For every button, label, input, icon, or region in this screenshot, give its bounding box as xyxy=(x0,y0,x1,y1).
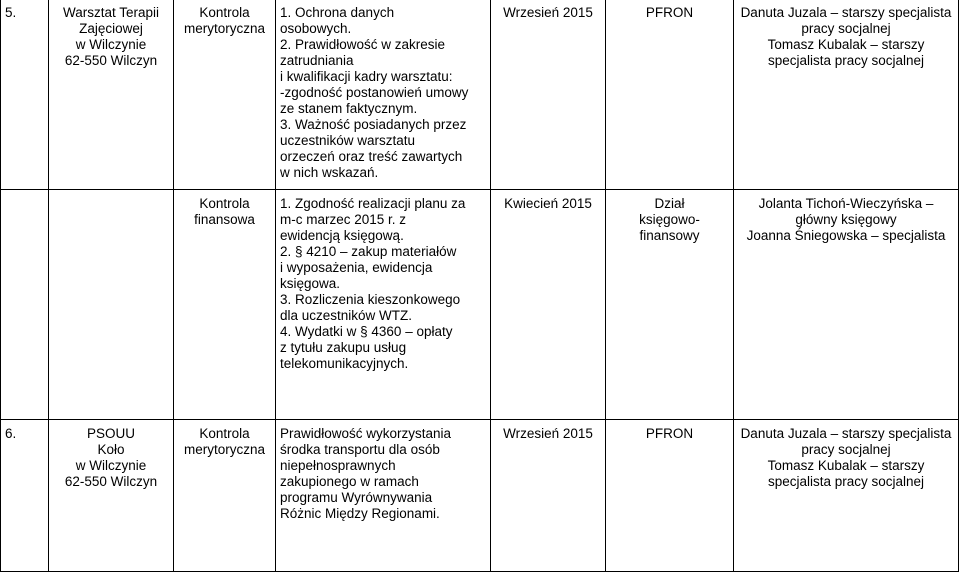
person-line: specjalista pracy socjalnej xyxy=(767,53,925,68)
person-line: Tomasz Kubalak – starszy xyxy=(767,458,925,473)
scope-line: 1. Ochrona danych xyxy=(280,5,395,20)
table-row xyxy=(1,420,959,572)
entity-name-line: 62-550 Wilczyn xyxy=(64,53,158,68)
scope-line: osobowych. xyxy=(280,21,352,36)
control-scope-cell xyxy=(276,190,491,420)
scope-line: Różnic Między Regionami. xyxy=(280,506,440,521)
scope-line: i wyposażenia, ewidencja xyxy=(280,260,433,275)
scope-line: telekomunikacyjnych. xyxy=(280,356,409,371)
person-line: Danuta Juzala – starszy specjalista xyxy=(740,5,952,20)
scope-line: -zgodność postanowień umowy xyxy=(280,85,469,100)
control-date-cell xyxy=(491,420,606,572)
responsible-persons-cell xyxy=(734,420,959,572)
scope-line: m-c marzec 2015 r. z xyxy=(280,212,407,227)
control-type-line: Kontrola xyxy=(199,196,250,211)
scope-line: 3. Rozliczenia kieszonkowego xyxy=(280,292,461,307)
scope-line: zakupionego w ramach xyxy=(280,474,419,489)
scope-line: 2. § 4210 – zakup materiałów xyxy=(280,244,457,259)
scope-line: środka transportu dla osób xyxy=(280,442,440,457)
entity-name-line: PSOUU xyxy=(86,426,135,441)
control-unit-cell xyxy=(606,190,734,420)
scope-line: orzeczeń oraz treść zawartych xyxy=(280,149,463,164)
entity-name-line: 62-550 Wilczyn xyxy=(64,474,158,489)
control-scope-cell xyxy=(276,420,491,572)
person-line: Jolanta Tichoń-Wieczyńska – xyxy=(758,196,934,211)
control-type-line: Kontrola xyxy=(199,5,250,20)
control-unit-cell xyxy=(606,0,734,190)
person-line: pracy socjalnej xyxy=(801,21,891,36)
control-unit-line: księgowo- xyxy=(639,212,700,227)
scope-line: programu Wyrównywania xyxy=(280,490,433,505)
control-date: Kwiecień 2015 xyxy=(504,196,592,211)
row-number-cell xyxy=(1,420,49,572)
entity-name-line: w Wilczynie xyxy=(75,37,147,52)
control-type-line: merytoryczna xyxy=(183,21,266,36)
responsible-persons-cell xyxy=(734,190,959,420)
control-date-cell xyxy=(491,190,606,420)
row-number-cell xyxy=(1,0,49,190)
person-line: Joanna Śniegowska – specjalista xyxy=(746,228,946,243)
control-type-cell xyxy=(174,190,276,420)
scope-line: ze stanem faktycznym. xyxy=(280,101,418,116)
entity-name-line: Koło xyxy=(97,442,125,457)
responsible-persons-cell xyxy=(734,0,959,190)
scope-line: 3. Ważność posiadanych przez xyxy=(280,117,467,132)
scope-line: z tytułu zakupu usług xyxy=(280,340,407,355)
person-line: pracy socjalnej xyxy=(801,442,891,457)
control-scope-cell xyxy=(276,0,491,190)
control-type-cell xyxy=(174,420,276,572)
control-unit: PFRON xyxy=(645,5,694,20)
control-unit-cell xyxy=(606,420,734,572)
control-type-cell xyxy=(174,0,276,190)
scope-line: 4. Wydatki w § 4360 – opłaty xyxy=(280,324,453,339)
person-line: Danuta Juzala – starszy specjalista xyxy=(740,426,952,441)
scope-line: ewidencją księgową. xyxy=(280,228,404,243)
control-date: Wrzesień 2015 xyxy=(503,426,593,441)
control-unit: PFRON xyxy=(645,426,694,441)
scope-line: Prawidłowość wykorzystania xyxy=(280,426,452,441)
entity-name-cell xyxy=(49,0,174,190)
table-row xyxy=(1,190,959,420)
person-line: Tomasz Kubalak – starszy xyxy=(767,37,925,52)
person-line: główny księgowy xyxy=(795,212,897,227)
table-row xyxy=(1,0,959,190)
control-unit-line: Dział xyxy=(654,196,685,211)
entity-name-line: w Wilczynie xyxy=(75,458,147,473)
scope-line: i kwalifikacji kadry warsztatu: xyxy=(280,69,453,84)
control-type-line: merytoryczna xyxy=(183,442,266,457)
row-number-cell xyxy=(1,190,49,420)
scope-line: 1. Zgodność realizacji planu za xyxy=(280,196,466,211)
entity-name-cell xyxy=(49,420,174,572)
scope-line: uczestników warsztatu xyxy=(280,133,416,148)
entity-name-line: Zajęciowej xyxy=(79,21,143,36)
scope-line: dla uczestników WTZ. xyxy=(280,308,413,323)
person-line: specjalista pracy socjalnej xyxy=(767,474,925,489)
entity-name-cell xyxy=(49,190,174,420)
control-date: Wrzesień 2015 xyxy=(503,5,593,20)
scope-line: księgowa. xyxy=(280,276,341,291)
control-type-line: finansowa xyxy=(194,212,255,227)
scope-line: 2. Prawidłowość w zakresie xyxy=(280,37,446,52)
control-unit-line: finansowy xyxy=(639,228,700,243)
row-number: 6. xyxy=(5,426,17,441)
row-number: 5. xyxy=(5,5,17,20)
scope-line: niepełnosprawnych xyxy=(280,458,396,473)
scope-line: w nich wskazań. xyxy=(280,165,379,180)
entity-name-line: Warsztat Terapii xyxy=(62,5,160,20)
control-date-cell xyxy=(491,0,606,190)
scope-line: zatrudniania xyxy=(280,53,354,68)
control-type-line: Kontrola xyxy=(199,426,250,441)
